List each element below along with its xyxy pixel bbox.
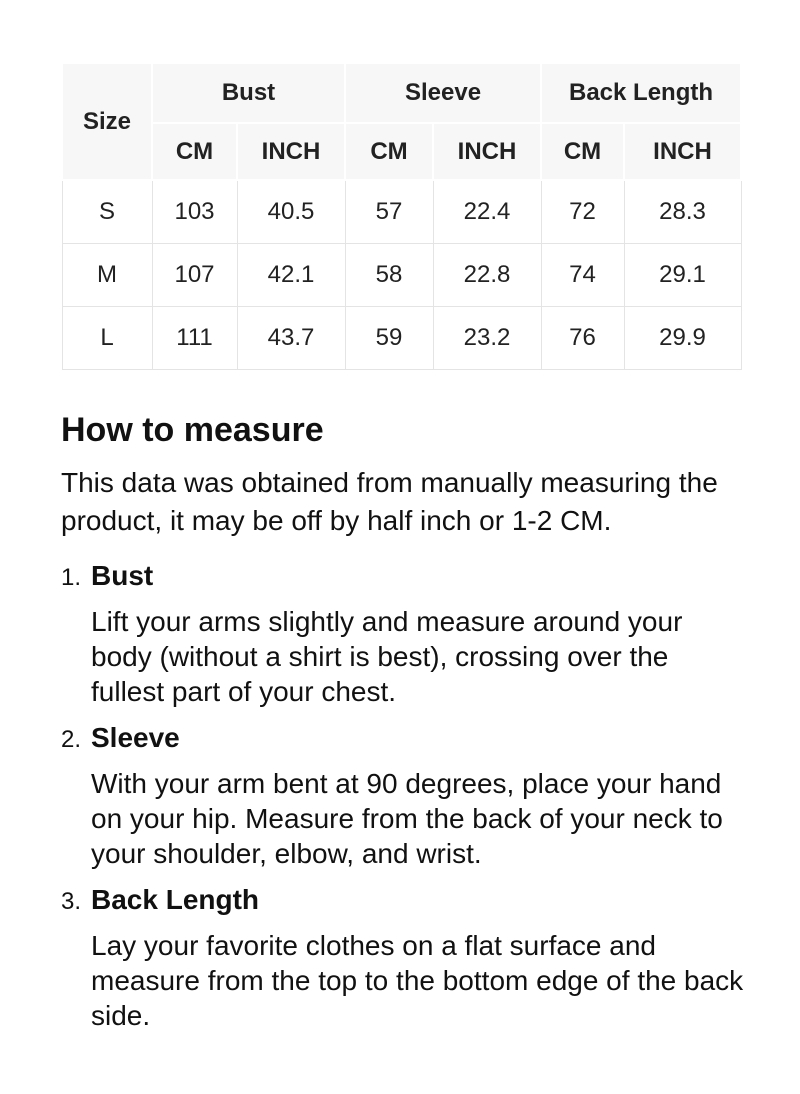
value-cell: 103 xyxy=(152,180,237,244)
value-cell: 40.5 xyxy=(237,180,345,244)
table-header-sleeve: Sleeve xyxy=(345,63,541,123)
measure-item-description: With your arm bent at 90 degrees, place your hand on your hip. Measure from the back of your neck to your shoulder, elbow, and wrist. xyxy=(91,768,723,869)
table-header-back-length: Back Length xyxy=(541,63,741,123)
value-cell: 59 xyxy=(345,307,433,370)
size-cell: S xyxy=(62,180,152,244)
value-cell: 29.9 xyxy=(624,307,741,370)
measure-list xyxy=(61,561,745,1047)
table-header-back-cm: CM xyxy=(541,123,624,180)
value-cell: 58 xyxy=(345,244,433,307)
measure-item-number: 1. xyxy=(61,564,82,591)
table-header-size: Size xyxy=(62,63,152,180)
table-unit-header-row xyxy=(62,123,741,180)
measure-item-back-length xyxy=(61,885,745,1047)
measure-item-term: Sleeve xyxy=(91,722,180,753)
measure-item-description: Lay your favorite clothes on a flat surface and measure from the top to the bottom edge of the back side. xyxy=(91,930,744,1031)
value-cell: 107 xyxy=(152,244,237,307)
table-header-bust-inch: INCH xyxy=(237,123,345,180)
table-header-back-inch: INCH xyxy=(624,123,741,180)
table-row-l xyxy=(62,307,741,370)
size-chart-table xyxy=(61,62,742,370)
value-cell: 22.4 xyxy=(433,180,541,244)
value-cell: 72 xyxy=(541,180,624,244)
measure-item-sleeve xyxy=(61,723,745,885)
value-cell: 57 xyxy=(345,180,433,244)
how-to-measure-heading: How to measure xyxy=(61,411,324,449)
measure-intro-text: This data was obtained from manually measuring the product, it may be off by half inch or 1-2 CM. xyxy=(61,467,718,536)
size-cell: M xyxy=(62,244,152,307)
table-header-bust: Bust xyxy=(152,63,345,123)
value-cell: 22.8 xyxy=(433,244,541,307)
value-cell: 74 xyxy=(541,244,624,307)
measure-item-bust xyxy=(61,561,745,723)
value-cell: 76 xyxy=(541,307,624,370)
measure-item-body xyxy=(91,723,745,885)
measure-item-term: Back Length xyxy=(91,884,260,915)
value-cell: 28.3 xyxy=(624,180,741,244)
table-header-bust-cm: CM xyxy=(152,123,237,180)
table-group-header-row xyxy=(62,63,741,123)
table-row-s xyxy=(62,180,741,244)
table-row-m xyxy=(62,244,741,307)
value-cell: 42.1 xyxy=(237,244,345,307)
table-header-sleeve-cm: CM xyxy=(345,123,433,180)
value-cell: 23.2 xyxy=(433,307,541,370)
measure-item-body xyxy=(91,885,745,1047)
measure-item-body xyxy=(91,561,745,723)
value-cell: 111 xyxy=(152,307,237,370)
size-cell: L xyxy=(62,307,152,370)
value-cell: 29.1 xyxy=(624,244,741,307)
value-cell: 43.7 xyxy=(237,307,345,370)
measure-item-number: 3. xyxy=(61,888,82,915)
measure-item-term: Bust xyxy=(91,560,154,591)
measure-item-number: 2. xyxy=(61,726,82,753)
table-header-sleeve-inch: INCH xyxy=(433,123,541,180)
measure-item-description: Lift your arms slightly and measure around your body (without a shirt is best), crossing over the fullest part of your chest. xyxy=(91,606,683,707)
